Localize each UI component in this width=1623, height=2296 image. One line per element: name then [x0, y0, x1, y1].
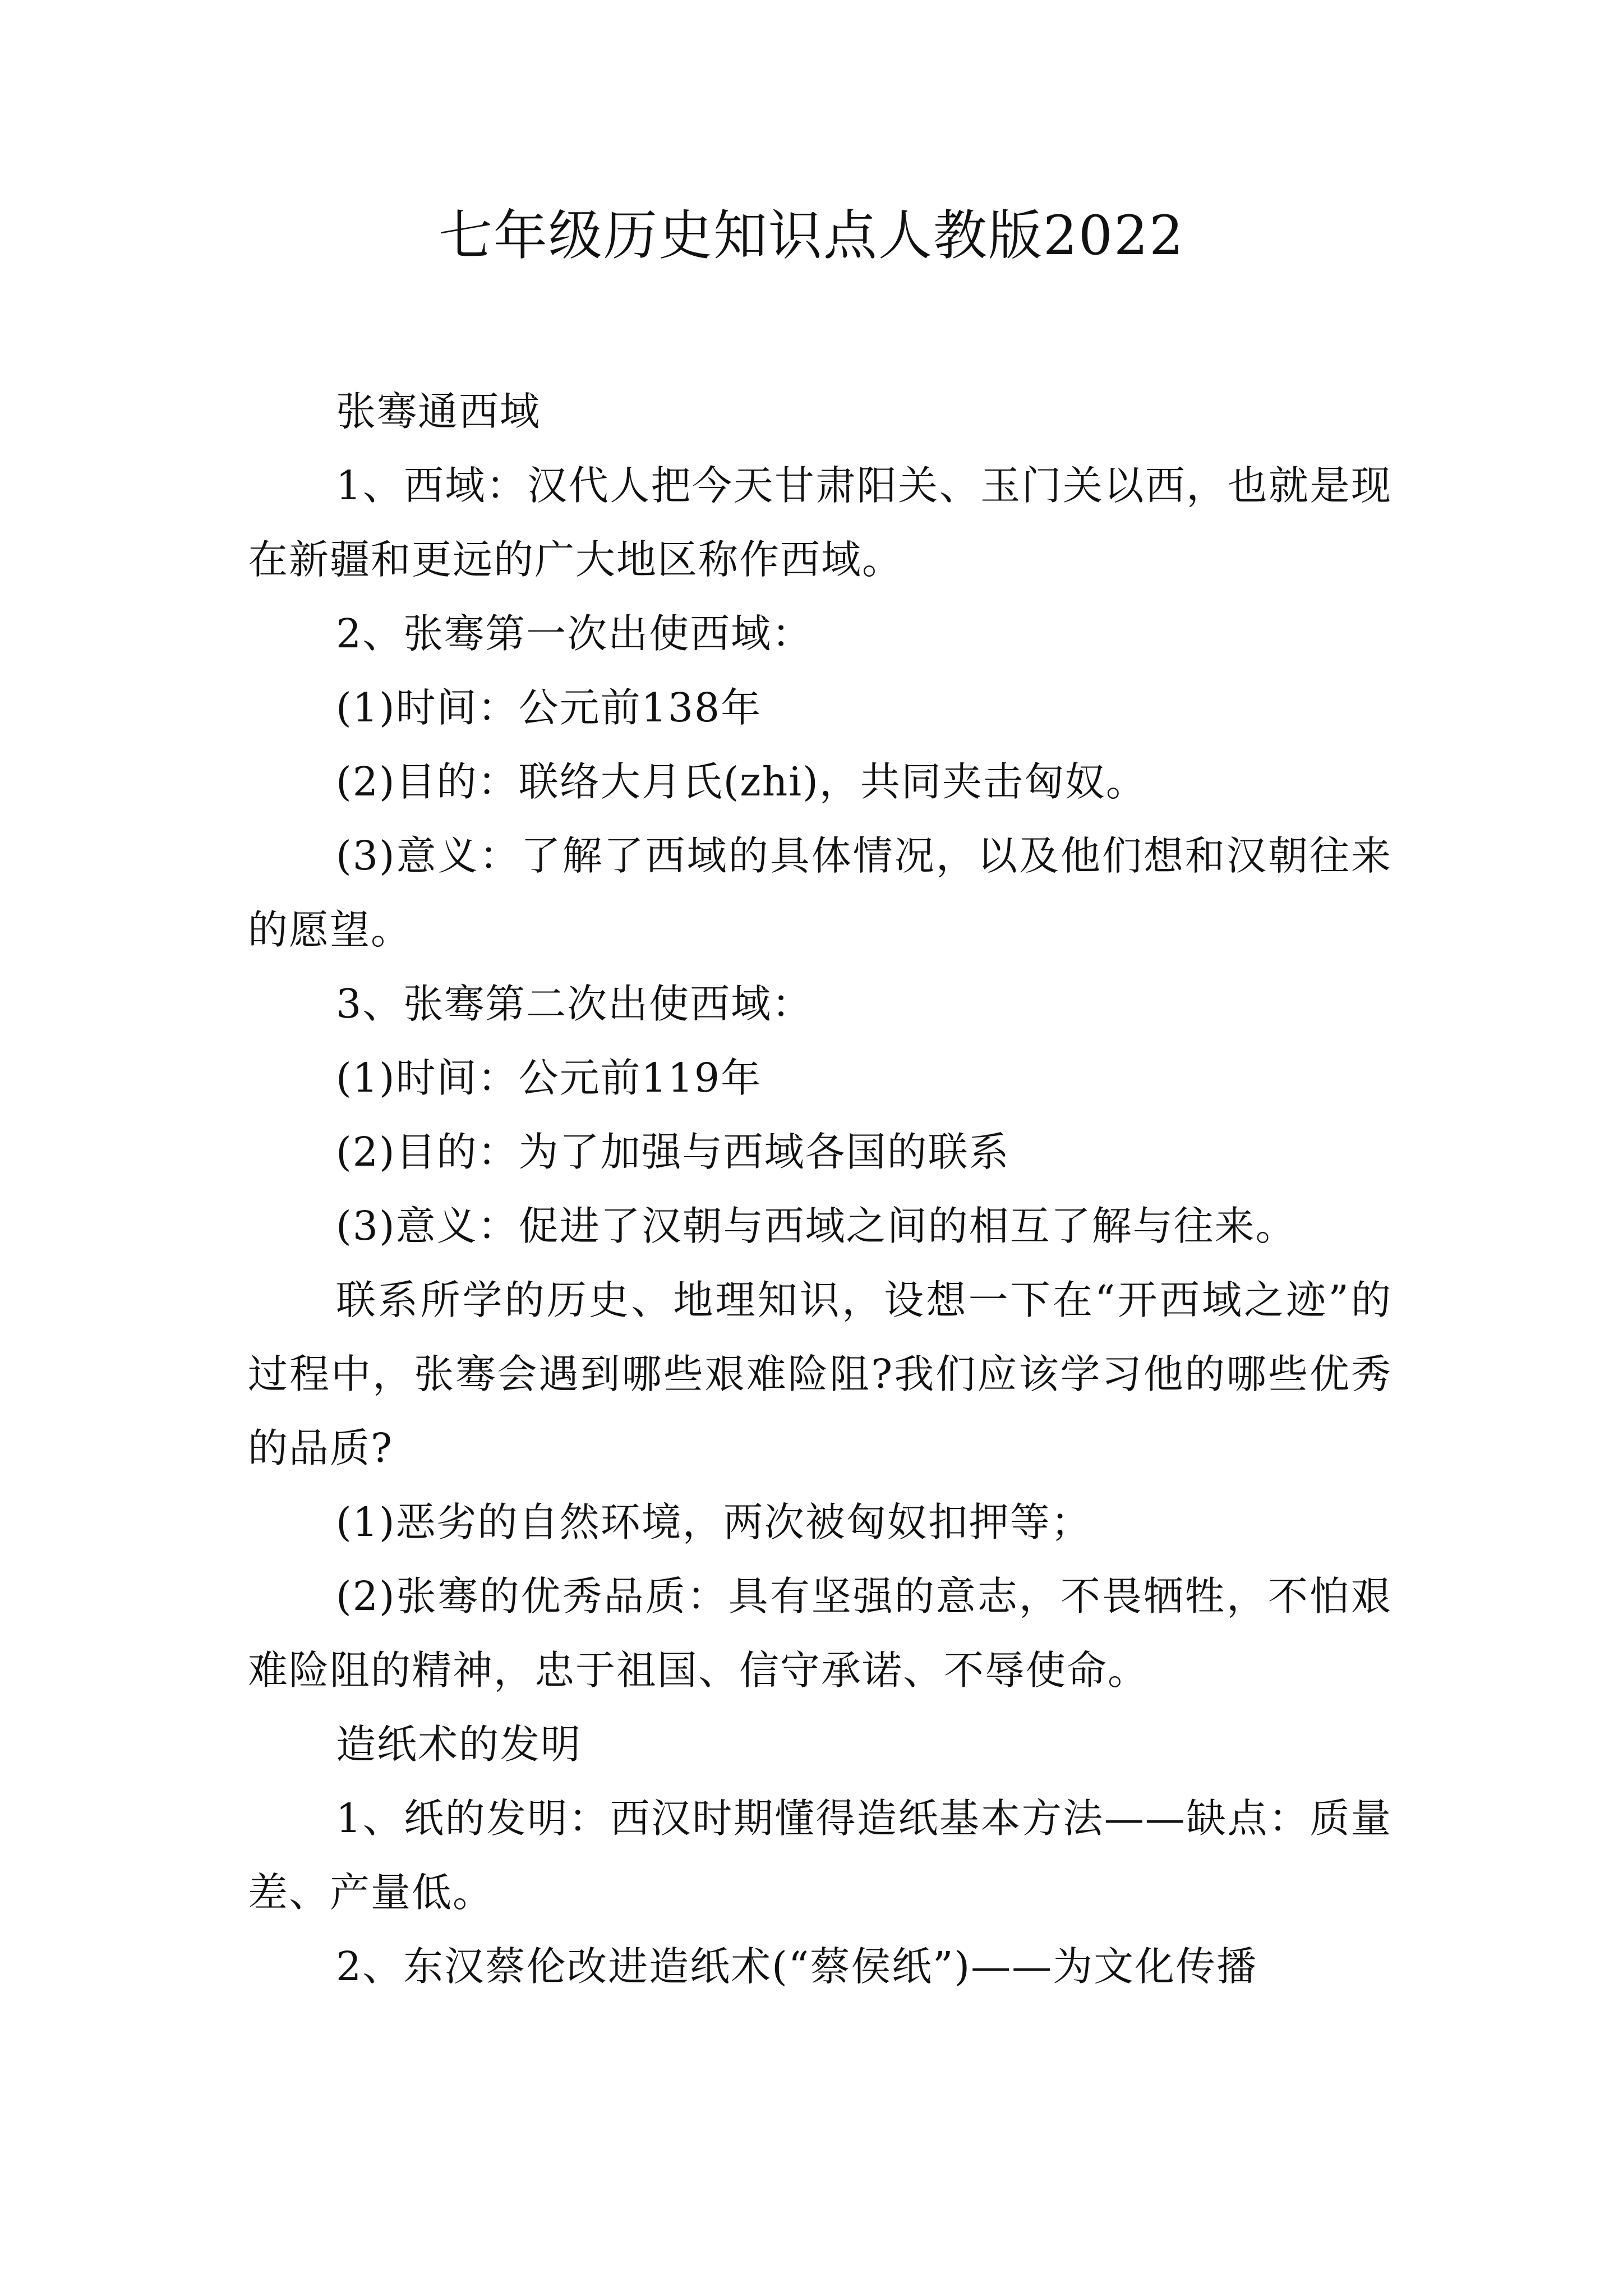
paragraph-second-mission-purpose: (2)目的：为了加强与西域各国的联系	[336, 1129, 1010, 1175]
paragraph-cai-lun: 2、东汉蔡伦改进造纸术(“蔡侯纸”)——为文化传播	[336, 1943, 1258, 1990]
document-title: 七年级历史知识点人教版2022	[438, 204, 1185, 267]
paragraph-first-mission-significance: (3)意义：了解了西域的具体情况，以及他们想和汉朝往来的愿望。	[248, 832, 1392, 953]
paragraph-second-mission: 3、张骞第二次出使西域：	[336, 981, 813, 1027]
paragraph-paper-invention: 1、纸的发明：西汉时期懂得造纸基本方法——缺点：质量差、产量低。	[248, 1795, 1392, 1916]
paragraph-first-mission-time: (1)时间：公元前138年	[336, 684, 762, 731]
paragraph-heading-papermaking: 造纸术的发明	[336, 1721, 582, 1768]
paragraph-second-mission-time: (1)时间：公元前119年	[336, 1055, 762, 1101]
paragraph-heading-zhang-qian: 张骞通西域	[336, 388, 541, 435]
document-body	[248, 375, 1392, 2004]
paragraph-answer-1: (1)恶劣的自然环境，两次被匈奴扣押等；	[336, 1499, 1092, 1545]
paragraph-question: 联系所学的历史、地理知识，设想一下在“开西域之迹”的过程中，张骞会遇到哪些艰难险阻?我们应该学习他的哪些优秀的品质?	[248, 1277, 1392, 1471]
paragraph-first-mission-purpose: (2)目的：联络大月氏(zhi)，共同夹击匈奴。	[336, 758, 1147, 805]
paragraph-first-mission: 2、张骞第一次出使西域：	[336, 610, 813, 657]
paragraph-xiyu-definition: 1、西域：汉代人把今天甘肃阳关、玉门关以西，也就是现在新疆和更远的广大地区称作西域。	[248, 462, 1392, 583]
paragraph-answer-2: (2)张骞的优秀品质：具有坚强的意志，不畏牺牲，不怕艰难险阻的精神，忠于祖国、信守承诺、不辱使命。	[248, 1573, 1392, 1694]
paragraph-second-mission-significance: (3)意义：促进了汉朝与西域之间的相互了解与往来。	[336, 1203, 1297, 1249]
